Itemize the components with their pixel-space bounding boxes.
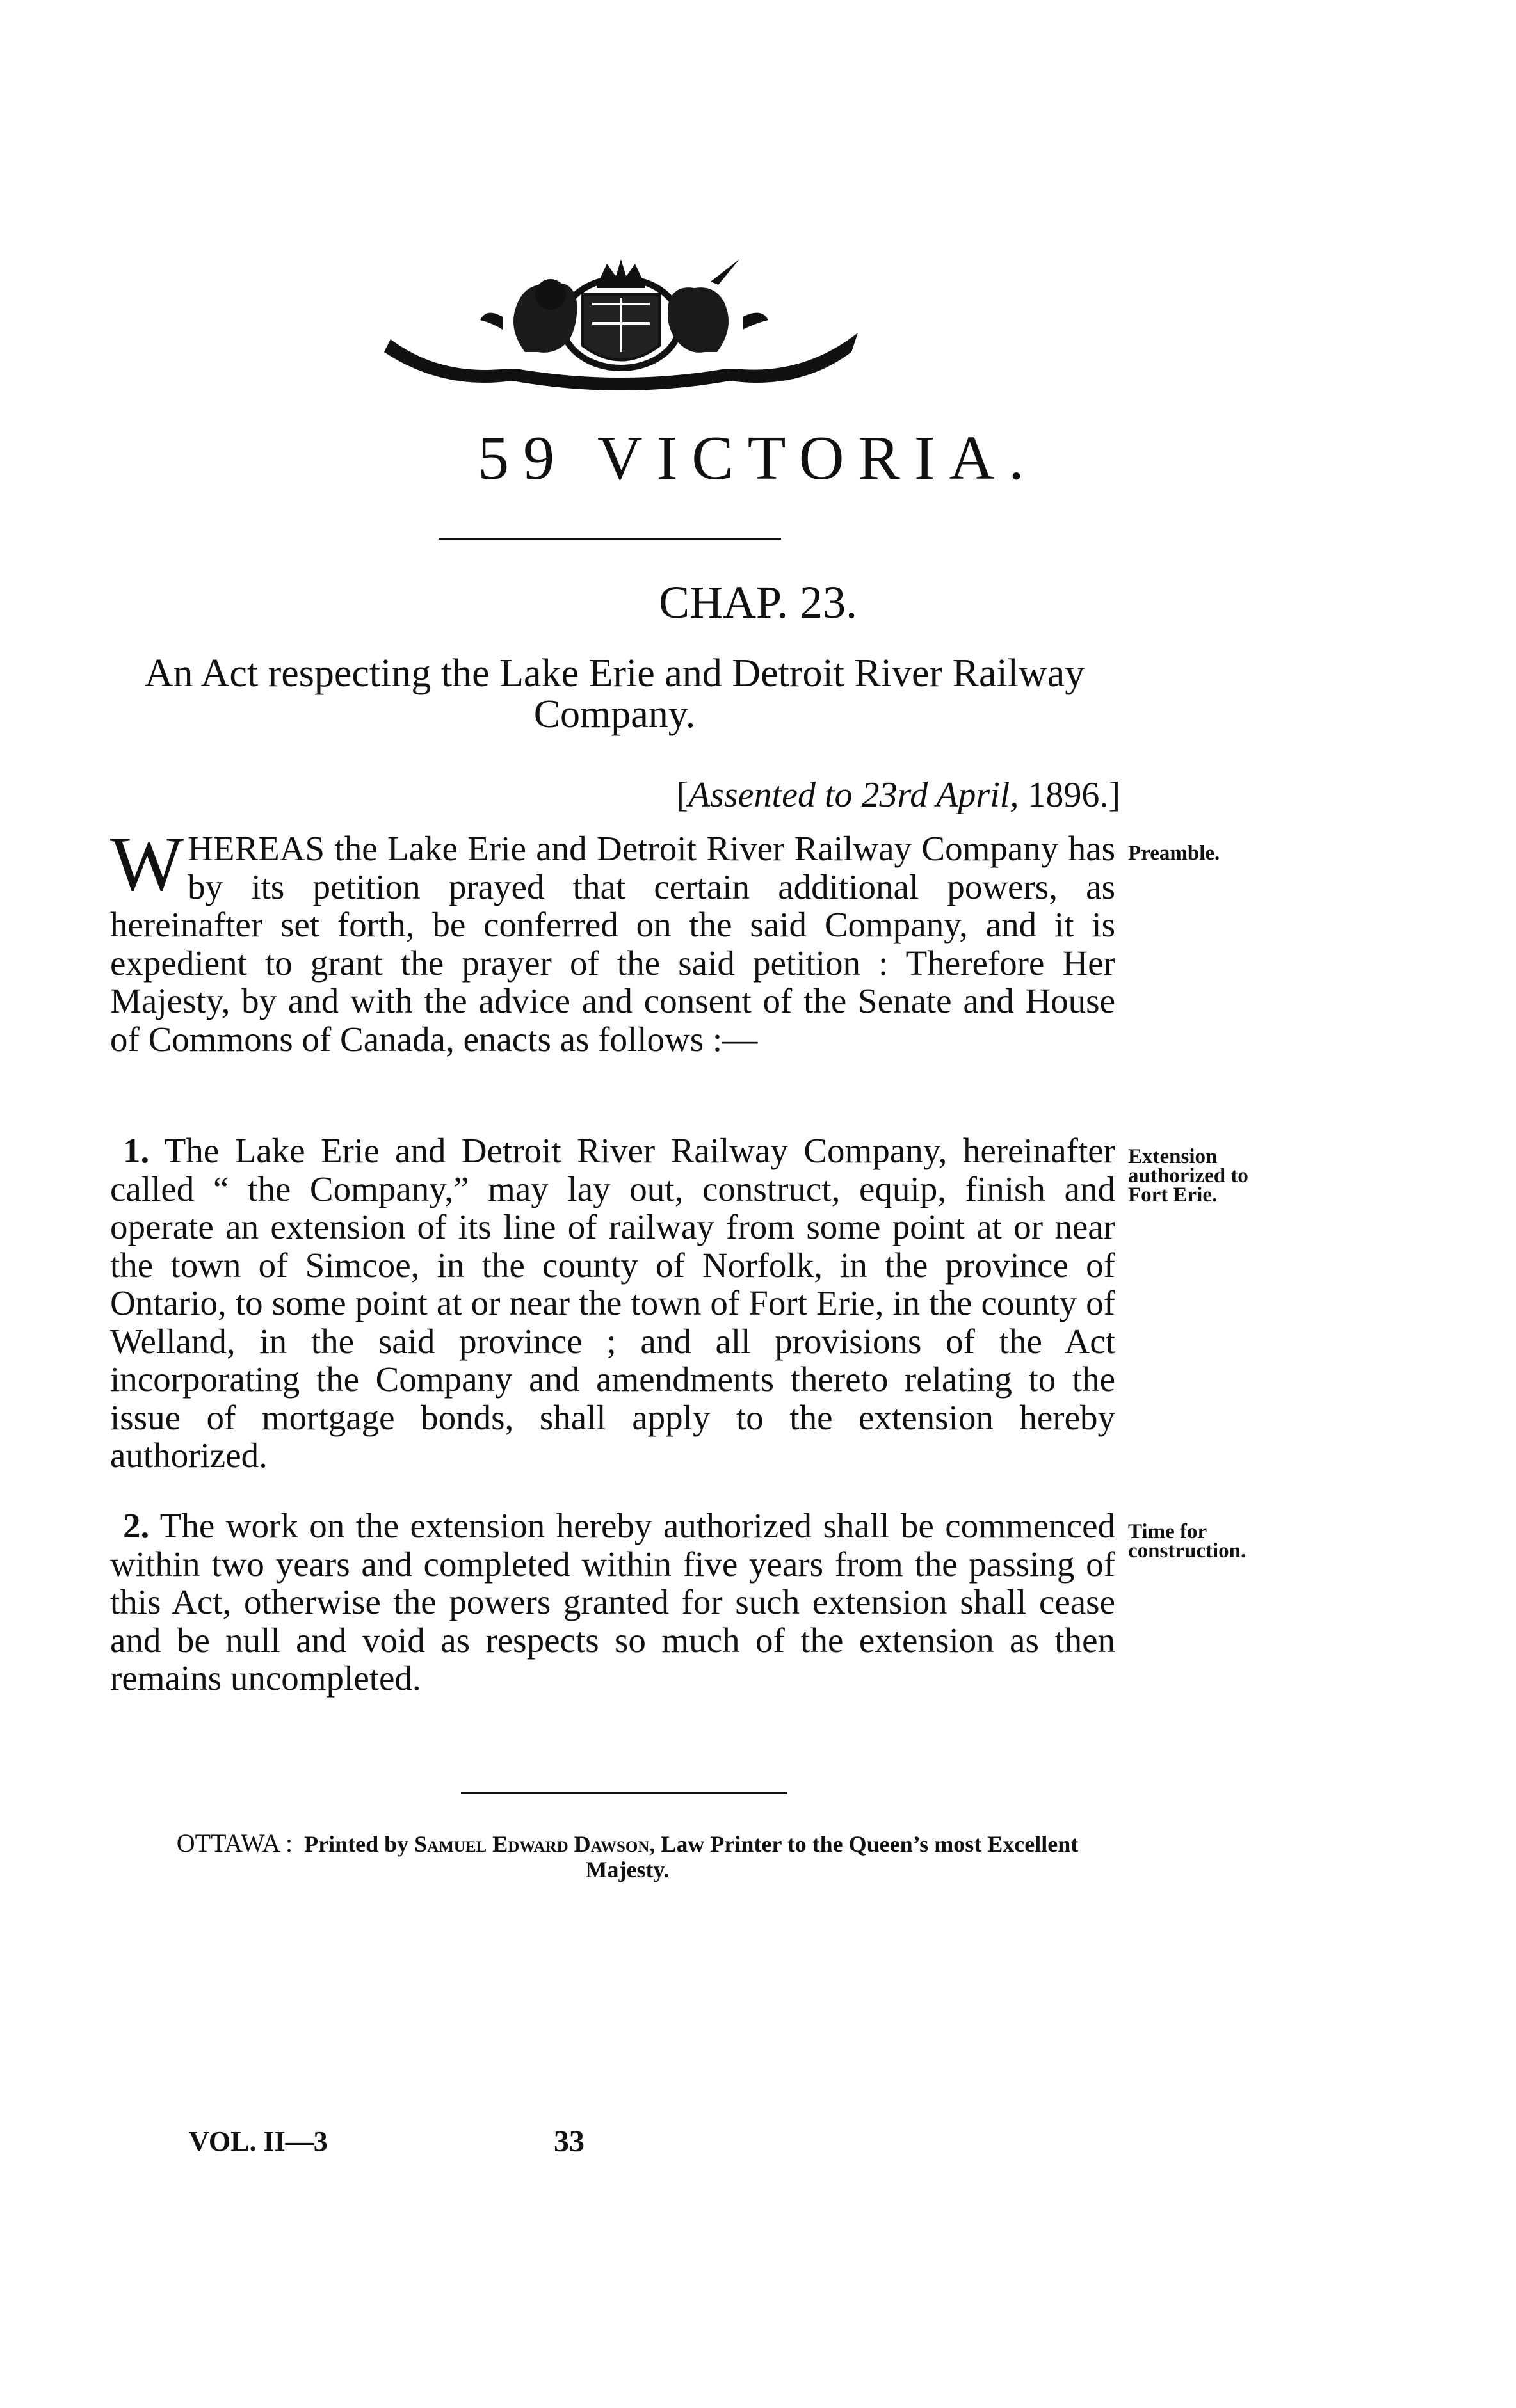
margin-note-section-2: Time for construction. bbox=[1128, 1520, 1246, 1562]
section-1 bbox=[110, 1132, 1115, 1475]
section-text: The work on the extension hereby authorized shall be commenced within two years and completed within five years from the passing of this Act, otherwise the powers granted for such extension shall cease and be null and void as respects so much of the extension as then remains uncompleted. bbox=[110, 1506, 1115, 1698]
imprint-printer-role: Law Printer to the Queen’s most Excellent Majesty. bbox=[585, 1831, 1079, 1882]
preamble-text: HEREAS the Lake Erie and Detroit River Railway Company has by its petition prayed that certain additional powers, as hereinafter set forth, be conferred on the said Company, and it is expedient to grant the prayer of the said petition : Therefore Her Majesty, by and with the advice and consent of the Senate and House of Commons of Canada, enacts as follows :— bbox=[110, 829, 1115, 1059]
rule-divider bbox=[439, 538, 781, 540]
imprint-place: OTTAWA : bbox=[176, 1829, 293, 1858]
volume-signature: VOL. II—3 bbox=[189, 2126, 328, 2157]
margin-note-preamble: Preamble. bbox=[1128, 842, 1220, 865]
chapter-heading: CHAP. 23. bbox=[658, 577, 858, 628]
imprint-printer-name: Samuel Edward Dawson, bbox=[414, 1831, 656, 1857]
section-number: 1. bbox=[123, 1131, 150, 1170]
regnal-year-heading: 59 VICTORIA. bbox=[478, 424, 1038, 493]
act-title: An Act respecting the Lake Erie and Detroit River Railway Company. bbox=[144, 652, 1085, 736]
section-text: The Lake Erie and Detroit River Railway Company, hereinafter called “ the Company,” may lay out, construct, equip, finish and operate an extension of its line of railway from some point at or near the town of Simcoe, in the county of Norfolk, in the province of Ontario, to some point at or near the town of Fort Erie, in the county of Welland, in the said province ; and all provisions of the Act incorporating the Company and amendments thereto relating to the issue of mortgage bonds, shall apply to the extension hereby authorized. bbox=[110, 1131, 1115, 1475]
printer-imprint bbox=[134, 1831, 1120, 1882]
preamble-paragraph bbox=[110, 821, 1115, 1059]
section-2 bbox=[110, 1507, 1115, 1698]
drop-cap: W bbox=[110, 821, 184, 907]
footer-rule bbox=[461, 1792, 787, 1794]
section-number: 2. bbox=[123, 1506, 150, 1545]
royal-coat-of-arms-icon bbox=[365, 256, 877, 390]
page-number: 33 bbox=[554, 2124, 585, 2158]
imprint-printed-by: Printed by bbox=[304, 1831, 409, 1857]
margin-note-section-1: Extension authorized to Fort Erie. bbox=[1128, 1145, 1248, 1207]
assent-date: [Assented to 23rd April, 1896.] bbox=[676, 775, 1120, 815]
